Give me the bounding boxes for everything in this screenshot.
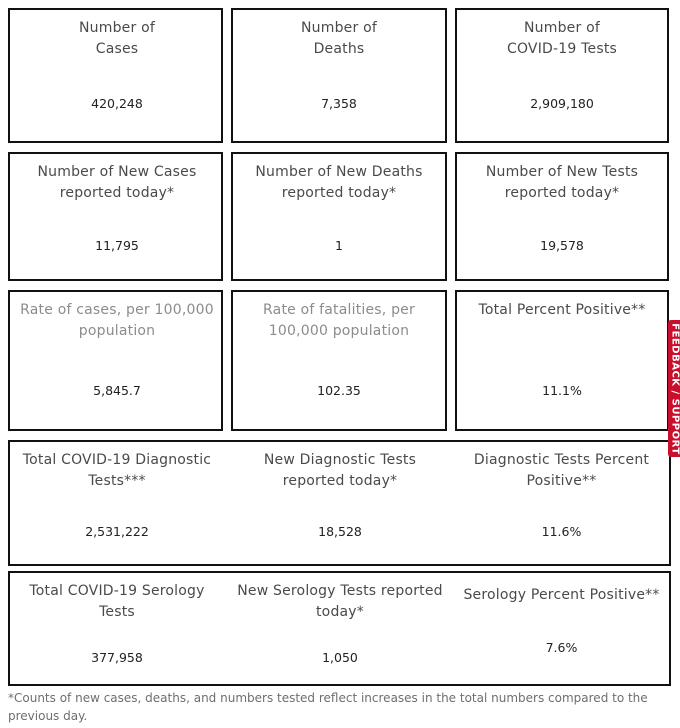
serology-new-value: 1,050 <box>322 650 358 665</box>
fatality-rate-cell <box>233 292 445 429</box>
cases-value: 420,248 <box>91 96 143 111</box>
footnote: *Counts of new cases, deaths, and numbers tested reflect increases in the total numbers compared to the previous day. <box>8 691 648 723</box>
deaths-card <box>231 8 447 143</box>
tests-label: Number of COVID-19 Tests <box>506 20 617 57</box>
serology-positive-label: Serology Percent Positive** <box>463 587 660 603</box>
fatality-rate-value: 102.35 <box>317 383 361 398</box>
percent-positive-value: 11.1% <box>542 383 582 398</box>
percent-positive-cell <box>457 292 667 429</box>
case-rate-card <box>8 290 223 431</box>
serology-positive-cell <box>454 573 669 684</box>
new-cases-label: Number of New Cases reported today* <box>37 164 197 201</box>
new-tests-cell <box>457 154 667 279</box>
cases-label: Number of Cases <box>79 20 155 57</box>
new-cases-cell <box>10 154 224 279</box>
percent-positive-label: Total Percent Positive** <box>478 302 646 318</box>
new-deaths-cell <box>233 154 445 279</box>
fatality-rate-card <box>231 290 447 431</box>
diagnostic-new-label: New Diagnostic Tests reported today* <box>263 452 417 489</box>
new-deaths-label: Number of New Deaths reported today* <box>255 164 423 201</box>
serology-new-cell <box>228 573 452 684</box>
diagnostic-positive-value: 11.6% <box>541 524 582 539</box>
feedback-side-tab-label: FEEDBACK / SUPPORT <box>669 322 680 455</box>
case-rate-cell <box>10 292 224 429</box>
serology-tests-panel <box>8 571 671 686</box>
cases-cell <box>10 10 224 141</box>
case-rate-value: 5,845.7 <box>93 383 141 398</box>
fatality-rate-label: Rate of fatalities, per 100,000 population <box>263 302 415 339</box>
serology-total-label: Total COVID-19 Serology Tests <box>29 583 205 620</box>
new-tests-label: Number of New Tests reported today* <box>485 164 639 201</box>
serology-positive-value: 7.6% <box>545 640 578 655</box>
diagnostic-total-label: Total COVID-19 Diagnostic Tests*** <box>22 452 212 489</box>
case-rate-label: Rate of cases, per 100,000 population <box>20 302 214 339</box>
new-tests-card <box>455 152 669 281</box>
cases-card <box>8 8 223 143</box>
new-tests-value: 19,578 <box>540 238 584 253</box>
diagnostic-total-cell <box>10 442 224 564</box>
tests-card <box>455 8 669 143</box>
diagnostic-positive-label: Diagnostic Tests Percent Positive** <box>473 452 650 489</box>
diagnostic-new-cell <box>228 442 452 564</box>
diagnostic-positive-cell <box>454 442 669 564</box>
feedback-side-tab[interactable] <box>668 320 680 457</box>
percent-positive-card <box>455 290 669 431</box>
new-cases-card <box>8 152 223 281</box>
deaths-value: 7,358 <box>321 96 357 111</box>
serology-new-label: New Serology Tests reported today* <box>237 583 443 620</box>
serology-total-cell <box>10 573 224 684</box>
new-deaths-card <box>231 152 447 281</box>
deaths-cell <box>233 10 445 141</box>
new-cases-value: 11,795 <box>95 238 139 253</box>
diagnostic-tests-panel <box>8 440 671 566</box>
tests-value: 2,909,180 <box>530 96 594 111</box>
deaths-label: Number of Deaths <box>301 20 377 57</box>
tests-cell <box>457 10 667 141</box>
serology-total-value: 377,958 <box>91 650 143 665</box>
new-deaths-value: 1 <box>335 238 343 253</box>
diagnostic-new-value: 18,528 <box>318 524 362 539</box>
diagnostic-total-value: 2,531,222 <box>85 524 149 539</box>
